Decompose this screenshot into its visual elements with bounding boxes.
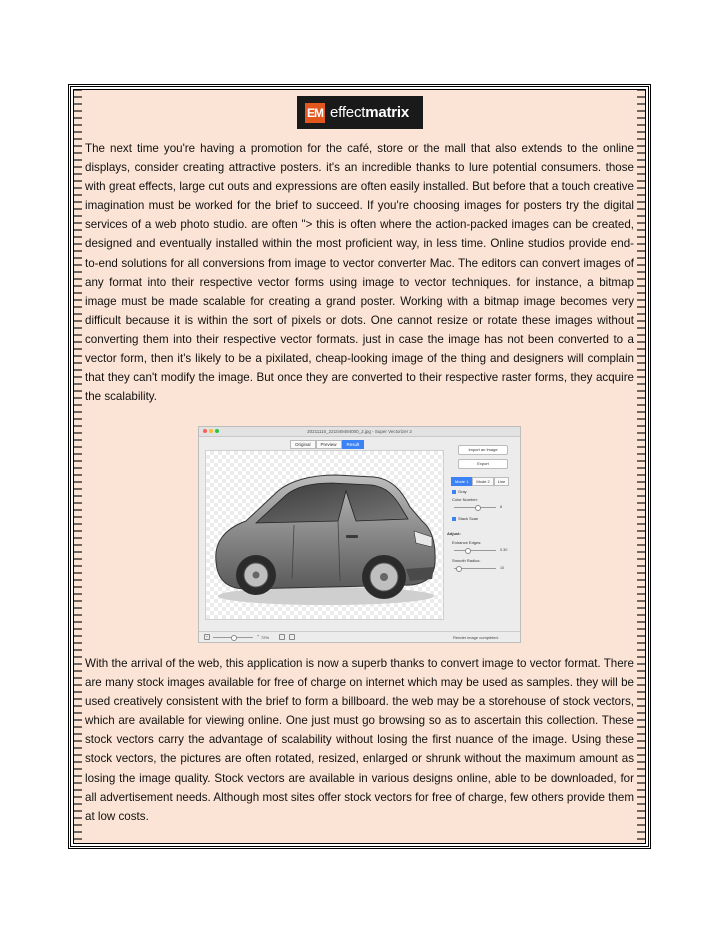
export-button: Export: [458, 459, 508, 469]
fit-window-icon: [279, 634, 285, 640]
minimize-window-dot: [209, 429, 213, 433]
effectmatrix-logo: [297, 96, 423, 129]
paragraph-1: The next time you're having a promotion for the café, store or the mall that also extends to the online displays, consider creating attractive posters. it's an incredible thanks to lure potential consumers. those with great effects, large cut outs and expressions are often easily installed. But before that a touch creative imagination must be worked for the brief to succeed. If you're choosing images for posters try the digital services of a web photo studio. are often "> this is often where the action-packed images can be created, designed and eventually installed within the most proficient way, in less time. Online studios provide end-to-end solutions for all conversions from image to vector converter Mac. The editors can convert images of any format into their respective vector forms using image to vector techniques. for instance, a bitmap image must be made scalable for creating a grand poster. Working with a bitmap image becomes very difficult because it is within the sort of pixels or dots. One cannot resize or rotate these images without converting them into their respective vector formats. just in case the image has not been converted to a vector form, then it's likely to be a pixilated, cheap-looking image of the thing and designers will complain that they can't modify the image. But once they are converted to their respective raster forms, they acquire the scalability.: [85, 142, 634, 404]
enhance-edges-value: 0.30: [500, 548, 508, 552]
enhance-edges-label: Enhance Edges:: [452, 540, 482, 545]
vectorizer-app-screenshot: [198, 426, 521, 643]
import-image-button: Import an Image: [458, 445, 508, 455]
stack-scan-option: [452, 516, 478, 521]
zoom-slider: [213, 637, 253, 638]
color-number-slider: [454, 507, 496, 508]
car-illustration: [206, 451, 441, 617]
enhance-edges-slider: [454, 550, 496, 551]
left-border-ornament: [74, 89, 82, 844]
paragraph-2: With the arrival of the web, this application is now a superb thanks to convert image to vector format. There are many stock images available for free of charge on internet which may be used as samples. they will be used creatively consistent with the brief to form a billboard. the web may be a storehouse of stock vectors, which are available for viewing online. One just must go browsing so as to ascertain this collection. These stock vectors carry the advantage of scalability without losing the first nuance of the image. Using these stock vectors, the pictures are often rotated, resized, enlarged or shrunk without the maximum amount as losing the image quality. Stock vectors are available in various designs online, able to be downloaded, for all advertisement needs. Although most sites offer stock vectors for free of charge, few others provide them at low costs.: [85, 657, 634, 823]
app-status-bar: [199, 631, 520, 643]
stack-scan-label: Stack Scan: [458, 516, 479, 521]
right-border-ornament: [637, 89, 645, 844]
smooth-radius-slider: [454, 568, 496, 569]
smooth-radius-knob: [456, 566, 462, 572]
color-number-knob: [475, 505, 481, 511]
image-canvas: [205, 450, 444, 620]
logo-wordmark: [330, 104, 409, 121]
actual-size-icon: [289, 634, 295, 640]
zoom-value: 72%: [261, 635, 270, 640]
gray-checkbox: [452, 490, 456, 494]
view-tabs: [290, 440, 364, 449]
smooth-radius-value: 10: [500, 566, 505, 570]
smooth-radius-label: Smooth Radius:: [452, 558, 481, 563]
adjust-heading: Adjust:: [447, 531, 461, 536]
zoom-out-icon: −: [205, 634, 209, 639]
tab-original: Original: [290, 440, 316, 449]
car-bumper: [406, 567, 434, 581]
color-number-value: 8: [500, 505, 503, 509]
settings-panel: [446, 439, 520, 639]
mode-1-tab: Mode 1: [451, 477, 472, 486]
enhance-edges-knob: [465, 548, 471, 554]
gray-option: [452, 489, 467, 494]
app-title-bar: [199, 427, 520, 437]
mode-2-tab: Mode 2: [472, 477, 493, 486]
zoom-in-icon: +: [256, 633, 260, 638]
render-status: Render image completed.: [453, 635, 499, 640]
app-window-title: 20211110_221049494000_2.jpg - Super Vectorizer 2: [307, 429, 412, 434]
tab-result: Result: [342, 440, 365, 449]
zoom-window-dot: [215, 429, 219, 433]
line-mode-tab: Line: [494, 477, 510, 486]
color-number-label: Color Number:: [452, 497, 479, 502]
logo-mark: EM: [305, 103, 325, 123]
zoom-knob: [231, 635, 237, 641]
window-controls: [203, 429, 219, 433]
logo-text-bold: matrix: [365, 104, 410, 121]
front-hub: [380, 573, 388, 581]
gray-label: Gray: [458, 489, 467, 494]
logo-text-light: effect: [330, 104, 366, 121]
tab-preview: Preview: [316, 440, 342, 449]
car-door-handle: [346, 535, 358, 538]
rear-hub: [253, 572, 260, 579]
stack-scan-checkbox: [452, 517, 456, 521]
mode-selector: [451, 477, 509, 486]
close-window-dot: [203, 429, 207, 433]
